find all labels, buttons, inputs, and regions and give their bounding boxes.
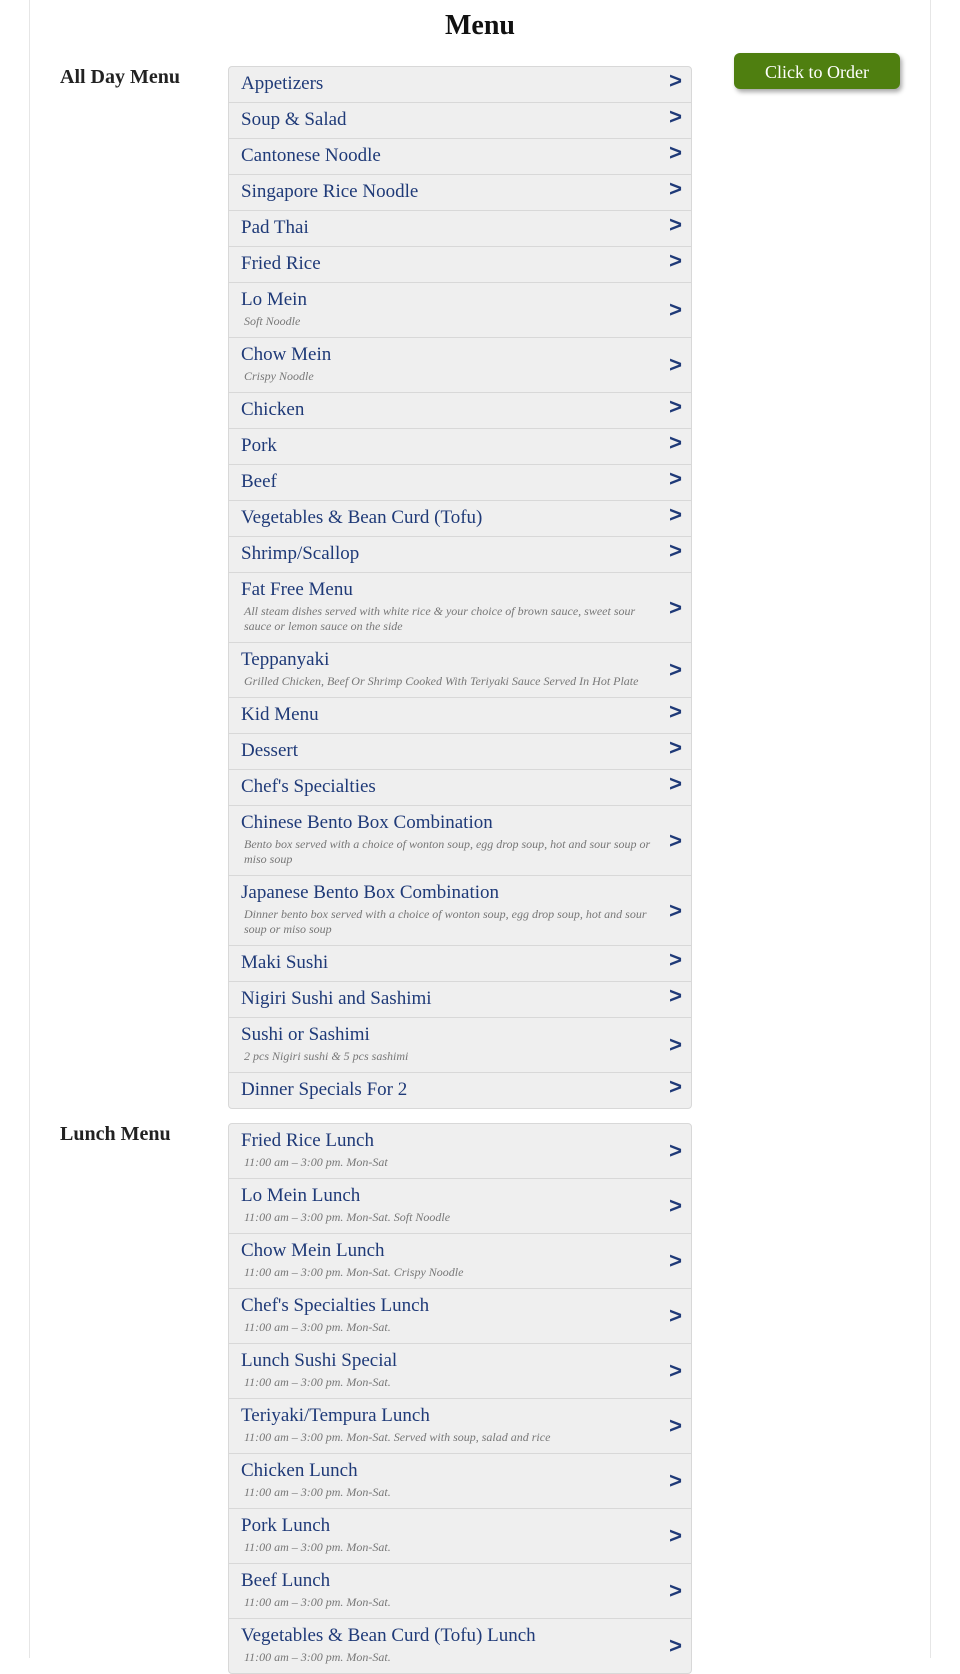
menu-item-label[interactable]: Chicken Lunch [241, 1460, 358, 1481]
menu-item-label[interactable]: Chow Mein [241, 344, 332, 365]
chevron-right-icon[interactable]: > [669, 1138, 682, 1163]
menu-item-soup-salad[interactable] [229, 103, 691, 139]
menu-item-appetizers[interactable] [229, 67, 691, 103]
menu-item-description: 11:00 am – 3:00 pm. Mon-Sat. Served with soup, salad and rice [244, 1430, 551, 1444]
menu-item-lunch-sushi-special[interactable] [229, 1344, 691, 1399]
chevron-right-icon[interactable]: > [669, 68, 682, 93]
menu-item-fried-rice-lunch[interactable] [229, 1124, 691, 1179]
menu-item-description: 11:00 am – 3:00 pm. Mon-Sat. Soft Noodle [244, 1210, 451, 1224]
menu-item-description: Dinner bento box served with a choice of wonton soup, egg drop soup, hot and sour soup or miso soup [244, 907, 647, 936]
chevron-right-icon[interactable]: > [669, 352, 682, 377]
menu-item-description: Crispy Noodle [244, 369, 314, 383]
menu-item-label[interactable]: Japanese Bento Box Combination [241, 882, 500, 903]
menu-item-label[interactable]: Beef Lunch [241, 1570, 331, 1591]
menu-item-teppanyaki[interactable] [229, 643, 691, 698]
chevron-right-icon[interactable]: > [669, 248, 682, 273]
menu-item-label[interactable]: Shrimp/Scallop [241, 543, 360, 564]
chevron-right-icon[interactable]: > [669, 1248, 682, 1273]
section-label-lunch: Lunch Menu [60, 1123, 171, 1145]
menu-item-fat-free-menu[interactable] [229, 573, 691, 643]
menu-item-description: Soft Noodle [244, 314, 301, 328]
chevron-right-icon[interactable]: > [669, 394, 682, 419]
menu-item-maki-sushi[interactable] [229, 946, 691, 982]
menu-item-beef-lunch[interactable] [229, 1564, 691, 1619]
chevron-right-icon[interactable]: > [669, 947, 682, 972]
menu-item-label[interactable]: Teppanyaki [241, 649, 330, 670]
menu-item-label[interactable]: Pork [241, 435, 277, 456]
menu-item-label[interactable]: Chow Mein Lunch [241, 1240, 385, 1261]
menu-item-description: 11:00 am – 3:00 pm. Mon-Sat. [244, 1595, 391, 1609]
menu-item-sushi-or-sashimi[interactable] [229, 1018, 691, 1073]
menu-item-label[interactable]: Chicken [241, 399, 305, 420]
menu-item-description: All steam dishes served with white rice & your choice of brown sauce, sweet sour sauce or lemon sauce on the side [244, 604, 636, 633]
menu-item-description: 11:00 am – 3:00 pm. Mon-Sat. [244, 1320, 391, 1334]
menu-item-label[interactable]: Pad Thai [241, 217, 309, 238]
chevron-right-icon[interactable]: > [669, 1074, 682, 1099]
menu-item-label[interactable]: Appetizers [241, 73, 324, 94]
chevron-right-icon[interactable]: > [669, 1633, 682, 1658]
menu-item-label[interactable]: Fried Rice [241, 253, 321, 274]
chevron-right-icon[interactable]: > [669, 1358, 682, 1383]
menu-item-nigiri-sushi-and-sashimi[interactable] [229, 982, 691, 1018]
menu-item-description: 11:00 am – 3:00 pm. Mon-Sat. [244, 1650, 391, 1664]
menu-item-description: Grilled Chicken, Beef Or Shrimp Cooked With Teriyaki Sauce Served In Hot Plate [244, 674, 639, 688]
menu-item-kid-menu[interactable] [229, 698, 691, 734]
menu-item-label[interactable]: Pork Lunch [241, 1515, 331, 1536]
menu-item-label[interactable]: Nigiri Sushi and Sashimi [241, 988, 432, 1009]
menu-item-label[interactable]: Beef [241, 471, 277, 492]
menu-item-label[interactable]: Teriyaki/Tempura Lunch [241, 1405, 430, 1426]
menu-item-label[interactable]: Fried Rice Lunch [241, 1130, 374, 1151]
menu-item-label[interactable]: Vegetables & Bean Curd (Tofu) Lunch [241, 1625, 536, 1646]
menu-item-label[interactable]: Kid Menu [241, 704, 319, 725]
menu-item-chow-mein-lunch[interactable] [229, 1234, 691, 1289]
chevron-right-icon[interactable]: > [669, 176, 682, 201]
menu-item-description: 11:00 am – 3:00 pm. Mon-Sat. [244, 1485, 391, 1499]
menu-item-label[interactable]: Chinese Bento Box Combination [241, 812, 493, 833]
section-label-all-day: All Day Menu [60, 66, 180, 88]
chevron-right-icon[interactable]: > [669, 1303, 682, 1328]
chevron-right-icon[interactable]: > [669, 297, 682, 322]
chevron-right-icon[interactable]: > [669, 771, 682, 796]
menu-item-description: Bento box served with a choice of wonton soup, egg drop soup, hot and sour soup or miso soup [244, 837, 651, 866]
page-title: Menu [445, 10, 515, 41]
all-day-menu-list [228, 66, 692, 1109]
menu-item-fried-rice[interactable] [229, 247, 691, 283]
menu-item-japanese-bento-box-combination[interactable] [229, 876, 691, 946]
menu-item-label[interactable]: Maki Sushi [241, 952, 329, 973]
menu-item-label[interactable]: Cantonese Noodle [241, 145, 381, 166]
menu-item-label[interactable]: Chef's Specialties [241, 776, 376, 797]
chevron-right-icon[interactable]: > [669, 212, 682, 237]
menu-item-description: 11:00 am – 3:00 pm. Mon-Sat. [244, 1375, 391, 1389]
chevron-right-icon[interactable]: > [669, 1413, 682, 1438]
chevron-right-icon[interactable]: > [669, 1193, 682, 1218]
chevron-right-icon[interactable]: > [669, 1468, 682, 1493]
menu-item-singapore-rice-noodle[interactable] [229, 175, 691, 211]
chevron-right-icon[interactable]: > [669, 466, 682, 491]
order-online-button[interactable]: Click to Order Online [734, 53, 900, 89]
menu-item-chow-mein[interactable] [229, 338, 691, 393]
menu-item-description: 11:00 am – 3:00 pm. Mon-Sat. [244, 1540, 391, 1554]
menu-item-label[interactable]: Singapore Rice Noodle [241, 181, 419, 202]
chevron-right-icon[interactable]: > [669, 983, 682, 1008]
menu-item-cantonese-noodle[interactable] [229, 139, 691, 175]
menu-item-label[interactable]: Fat Free Menu [241, 579, 353, 600]
menu-item-teriyaki-tempura-lunch[interactable] [229, 1399, 691, 1454]
chevron-right-icon[interactable]: > [669, 538, 682, 563]
menu-item-beef[interactable] [229, 465, 691, 501]
chevron-right-icon[interactable]: > [669, 502, 682, 527]
chevron-right-icon[interactable]: > [669, 735, 682, 760]
menu-item-description: 11:00 am – 3:00 pm. Mon-Sat. Crispy Noodle [244, 1265, 464, 1279]
menu-item-label[interactable]: Dessert [241, 740, 298, 761]
menu-item-lo-mein-lunch[interactable] [229, 1179, 691, 1234]
menu-item-dinner-specials-for-2[interactable] [229, 1073, 691, 1108]
chevron-right-icon[interactable]: > [669, 1032, 682, 1057]
menu-item-vegetables-bean-curd-tofu[interactable] [229, 501, 691, 537]
menu-item-label[interactable]: Vegetables & Bean Curd (Tofu) [241, 507, 483, 528]
chevron-right-icon[interactable]: > [669, 430, 682, 455]
chevron-right-icon[interactable]: > [669, 897, 682, 923]
chevron-right-icon[interactable]: > [669, 594, 682, 620]
menu-item-chinese-bento-box-combination[interactable] [229, 806, 691, 876]
menu-item-lo-mein[interactable] [229, 283, 691, 338]
chevron-right-icon[interactable]: > [669, 657, 682, 682]
menu-item-description: 11:00 am – 3:00 pm. Mon-Sat [244, 1155, 388, 1169]
menu-item-label[interactable]: Sushi or Sashimi [241, 1024, 370, 1045]
menu-item-label[interactable]: Dinner Specials For 2 [241, 1079, 408, 1100]
menu-item-label[interactable]: Lo Mein [241, 289, 307, 310]
menu-item-chicken[interactable] [229, 393, 691, 429]
menu-item-pad-thai[interactable] [229, 211, 691, 247]
menu-item-chef-s-specialties-lunch[interactable] [229, 1289, 691, 1344]
menu-item-description: 2 pcs Nigiri sushi & 5 pcs sashimi [244, 1049, 409, 1063]
menu-item-pork-lunch[interactable] [229, 1509, 691, 1564]
menu-item-vegetables-bean-curd-tofu-lunch[interactable] [229, 1619, 691, 1673]
chevron-right-icon[interactable]: > [669, 699, 682, 724]
menu-item-dessert[interactable] [229, 734, 691, 770]
chevron-right-icon[interactable]: > [669, 104, 682, 129]
menu-item-pork[interactable] [229, 429, 691, 465]
menu-item-chef-s-specialties[interactable] [229, 770, 691, 806]
menu-item-label[interactable]: Soup & Salad [241, 109, 347, 130]
chevron-right-icon[interactable]: > [669, 1523, 682, 1548]
menu-item-label[interactable]: Lo Mein Lunch [241, 1185, 361, 1206]
menu-item-label[interactable]: Chef's Specialties Lunch [241, 1295, 430, 1316]
chevron-right-icon[interactable]: > [669, 1578, 682, 1603]
chevron-right-icon[interactable]: > [669, 827, 682, 853]
chevron-right-icon[interactable]: > [669, 140, 682, 165]
menu-item-label[interactable]: Lunch Sushi Special [241, 1350, 398, 1371]
menu-item-chicken-lunch[interactable] [229, 1454, 691, 1509]
menu-item-shrimp-scallop[interactable] [229, 537, 691, 573]
lunch-menu-list [228, 1123, 692, 1674]
